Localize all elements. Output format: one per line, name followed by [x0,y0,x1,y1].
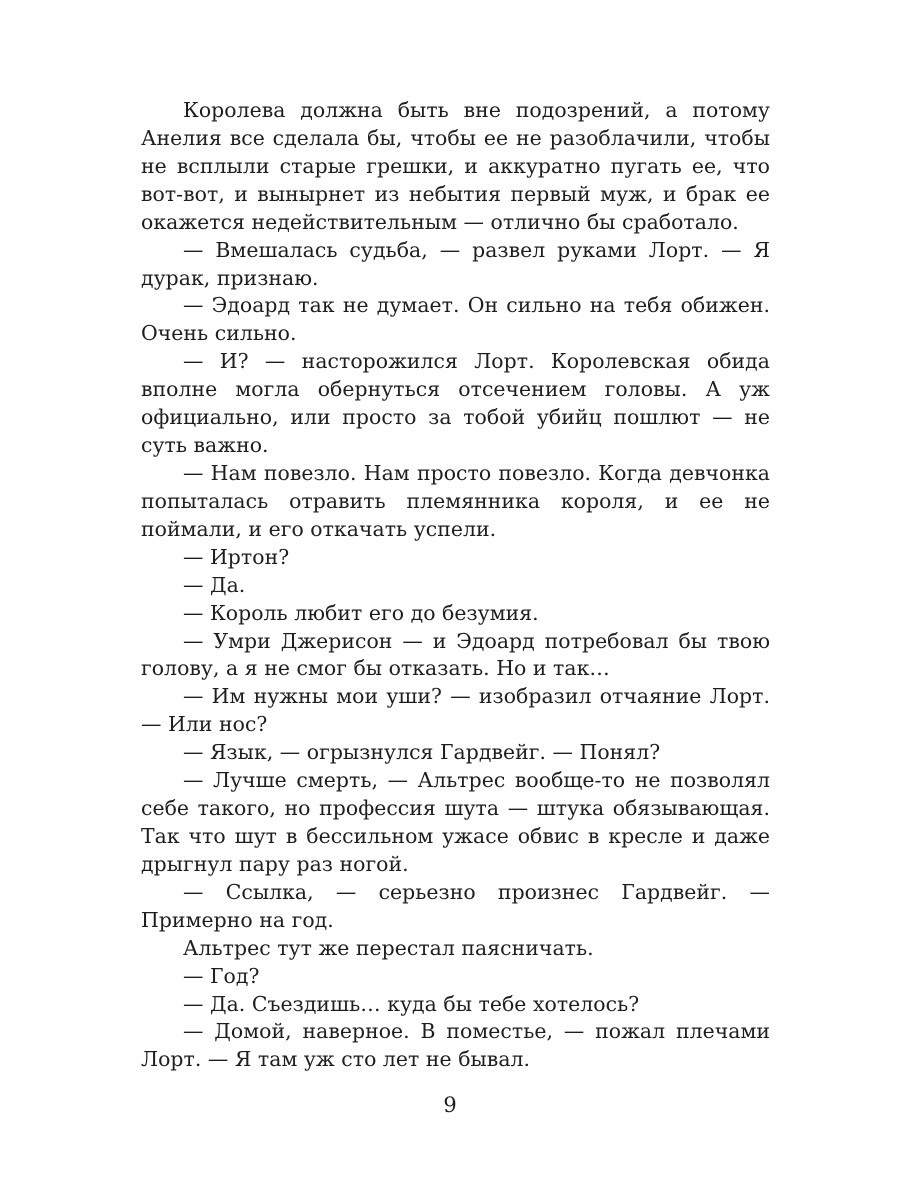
paragraph: — Король любит его до безумия. [183,600,539,625]
paragraph: — Им нужны мои уши? — изобразил отчаяние Лорт. — Или нос? [141,684,770,737]
paragraph: — Домой, наверное. В поместье, — пожал плечами Лорт. — Я там уж сто лет не бывал. [141,1019,770,1072]
paragraph: — Умри Джерисон — и Эдоард потребовал бы твою голову, а я не смог бы отказать. Но и так… [141,628,770,681]
paragraph: — Нам повезло. Нам просто повезло. Когда девчонка попыталась отравить племянника короля, и ее не поймали, и его откачать успели. [141,460,770,541]
paragraph: Королева должна быть вне подозрений, а потому Анелия все сделала бы, чтобы ее не разоблачили, чтобы не всплыли старые грешки, и аккуратно пугать ее, что вот-вот, и вынырнет из небытия первый муж, и брак ее окажется недействительным — отлично бы сработало. [141,98,770,234]
paragraph: — Эдоард так не думает. Он сильно на тебя обижен. Очень сильно. [141,293,770,346]
body-text [141,97,770,1074]
paragraph: Альтрес тут же перестал паясничать. [183,935,594,960]
paragraph: — Год? [183,963,260,988]
paragraph: — Язык, — огрызнулся Гардвейг. — Понял? [183,740,661,765]
paragraph: — Иртон? [183,544,290,569]
paragraph: — Да. [183,572,246,597]
paragraph: — Лучше смерть, — Альтрес вообще-то не позволял себе такого, но профессия шута — штука обязывающая. Так что шут в бессильном ужасе обвис в кресле и даже дрыгнул пару раз ногой. [141,768,770,876]
paragraph: — Ссылка, — серьезно произнес Гардвейг. — Примерно на год. [141,879,770,932]
paragraph: — Да. Съездишь… куда бы тебе хотелось? [183,991,640,1016]
paragraph: — Вмешалась судьба, — развел руками Лорт. — Я дурак, признаю. [141,237,770,290]
paragraph: — И? — насторожился Лорт. Королевская обида вполне могла обернуться отсечением головы. А уж официально, или просто за тобой убийц пошлют — не суть важно. [141,349,770,458]
page-number: 9 [443,1093,457,1117]
